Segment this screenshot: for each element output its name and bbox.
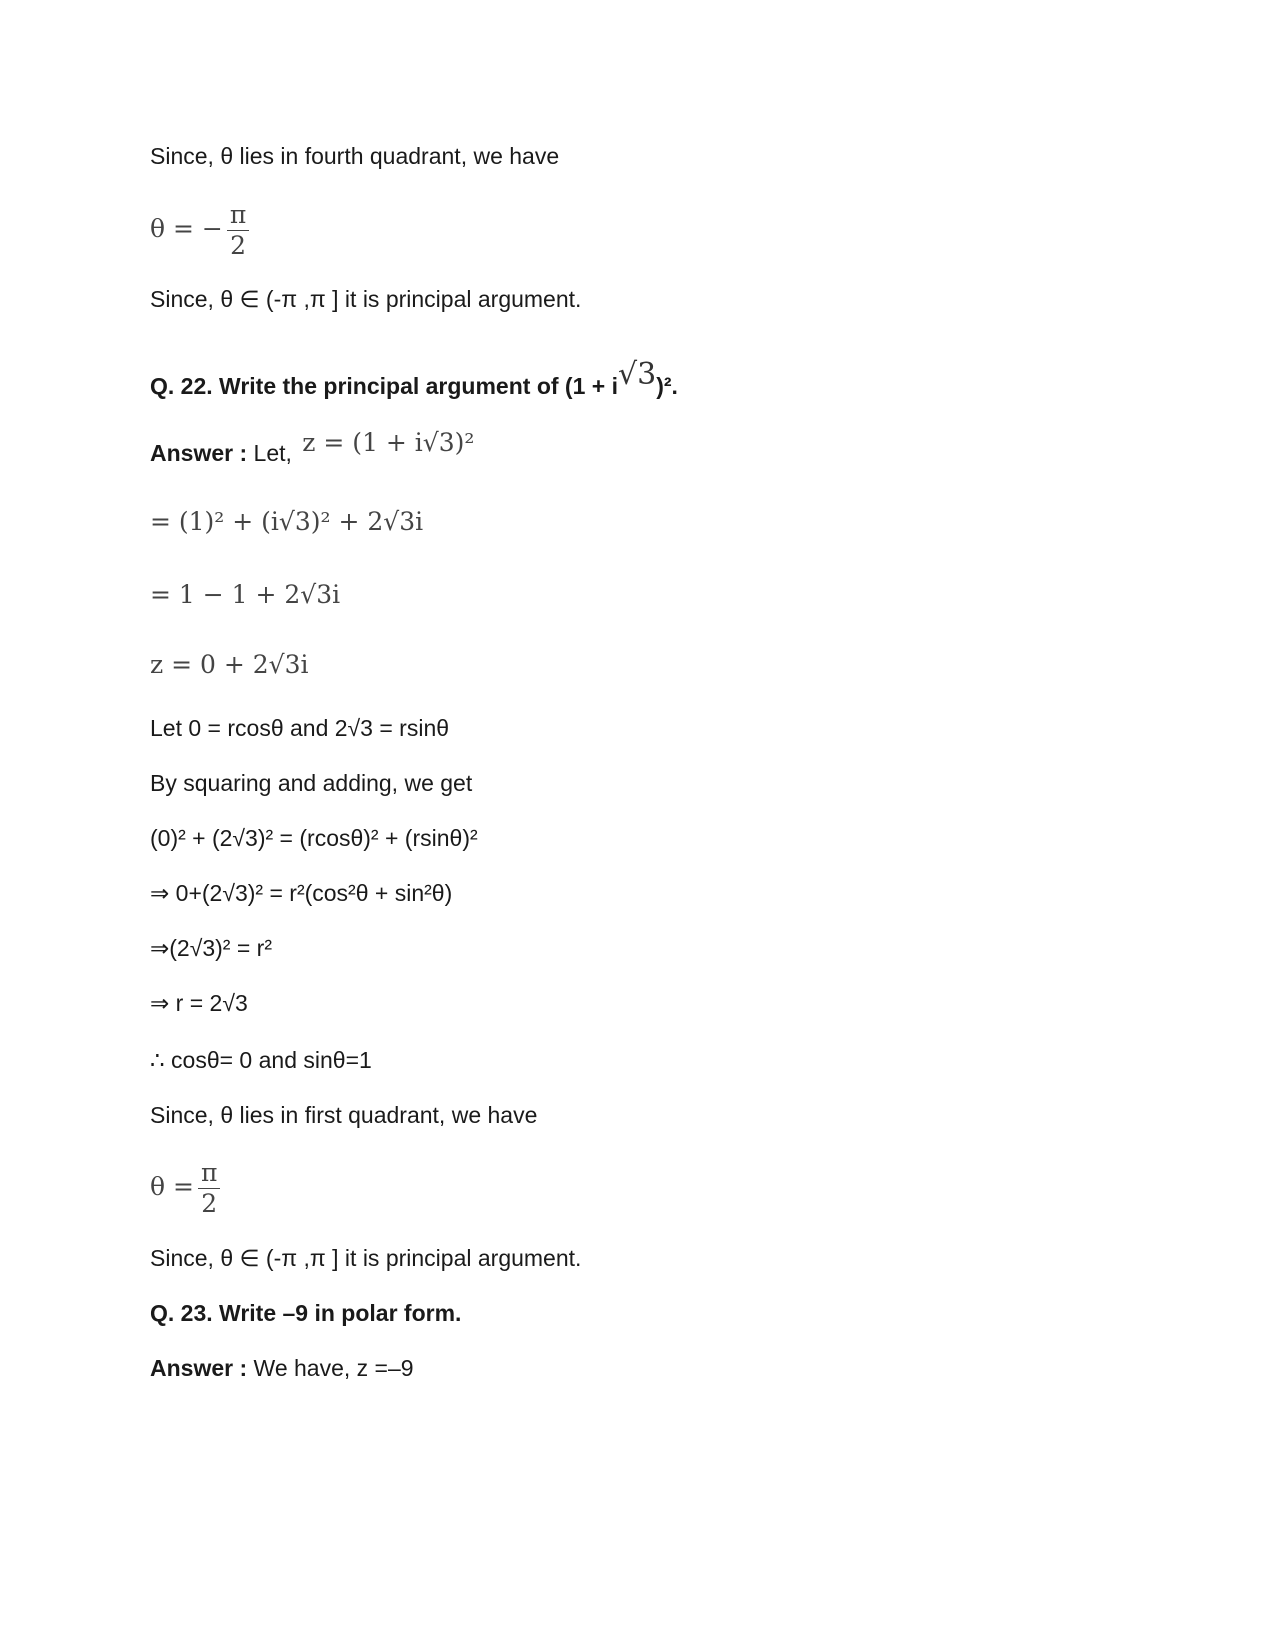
fraction-numerator: π [198,1158,220,1189]
fraction-denominator: 2 [201,1189,218,1218]
answer-label: Answer : [150,440,248,466]
question-22-end: )². [656,373,678,399]
equation-r-squared-simplified: ⇒(2√3)² = r² [150,935,272,961]
equation-expand-1: = (1)² + (i√3)² + 2√3i [150,507,424,536]
answer-23 [150,1353,414,1383]
answer-let: Let, [247,440,292,466]
text-squaring: By squaring and adding, we get [150,770,473,796]
question-22-text: Q. 22. Write the principal argument of (1 + i [150,373,618,399]
text-let-r-theta: Let 0 = rcosθ and 2√3 = rsinθ [150,715,450,741]
equation-r-squared: ⇒ 0+(2√3)² = r²(cos²θ + sin²θ) [150,880,453,906]
text-principal-argument-2: Since, θ ∈ (-π ,π ] it is principal argument. [150,1245,582,1271]
equation-expand-3: z = 0 + 2√3i [150,650,309,679]
fraction-pi-over-2 [198,1158,220,1219]
question-22-sqrt: √3 [617,357,657,392]
theta-lhs: θ = − [150,214,223,243]
text-principal-argument-1: Since, θ ∈ (-π ,π ] it is principal argument. [150,286,582,312]
equation-expand-2: = 1 − 1 + 2√3i [150,580,341,609]
equation-theta-pi-over-2 [150,1158,220,1219]
equation-squares: (0)² + (2√3)² = (rcosθ)² + (rsinθ)² [150,825,478,851]
equation-r-value: ⇒ r = 2√3 [150,990,248,1016]
theta-lhs: θ = [150,1172,194,1201]
text-fourth-quadrant: Since, θ lies in fourth quadrant, we have [150,143,560,169]
fraction-pi-over-2 [227,200,249,261]
equation-z-definition: z = (1 + i√3)² [302,428,475,457]
equation-cos-sin: ∴ cosθ= 0 and sinθ=1 [150,1047,372,1073]
equation-theta-neg-pi-over-2 [150,200,249,261]
question-22 [150,357,678,401]
answer-label: Answer : [150,1355,248,1381]
answer-22-intro [150,428,475,468]
fraction-denominator: 2 [230,231,247,260]
question-23: Q. 23. Write –9 in polar form. [150,1300,462,1326]
text-first-quadrant: Since, θ lies in first quadrant, we have [150,1102,538,1128]
fraction-numerator: π [227,200,249,231]
answer-23-text: We have, z =–9 [247,1355,414,1381]
